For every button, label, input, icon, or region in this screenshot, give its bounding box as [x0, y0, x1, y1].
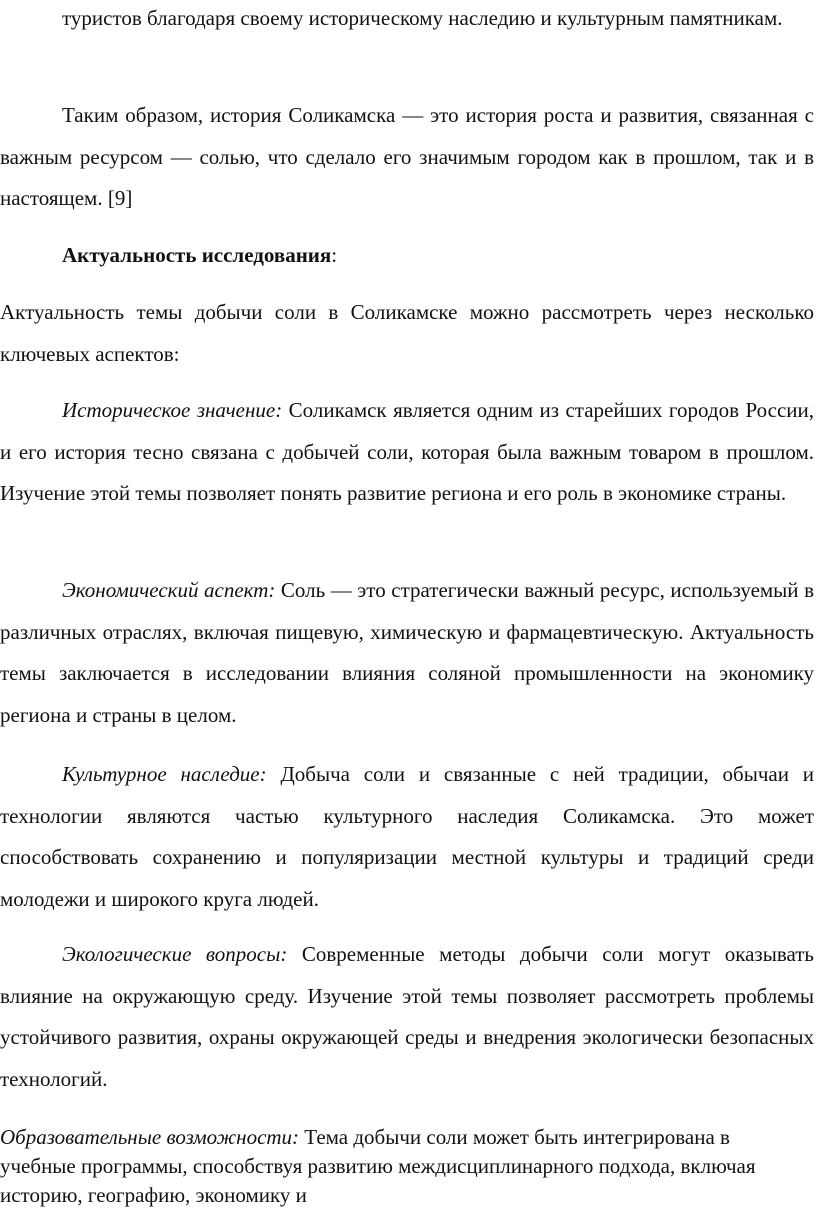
- aspect-ecological: [0, 934, 814, 1100]
- intro-paragraph: Актуальность темы добычи соли в Соликамске можно рассмотреть через несколько ключевых аспектов:: [0, 300, 814, 366]
- aspect-economic: [0, 570, 814, 736]
- aspect-label: Образовательные возможности:: [0, 1125, 300, 1149]
- aspect-label: Культурное наследие:: [62, 762, 267, 786]
- aspect-educational: [0, 1123, 790, 1210]
- heading-text: Актуальность исследования: [62, 243, 332, 267]
- aspect-historical: [0, 390, 814, 515]
- paragraph-continuation: туристов благодаря своему историческому наследию и культурным памятникам.: [62, 6, 783, 30]
- aspect-label: Экологические вопросы:: [62, 942, 288, 966]
- aspect-label: Экономический аспект:: [62, 578, 276, 602]
- aspect-text: Тема добычи соли может быть интегрирована в учебные программы, способствуя развитию междисциплинарного подхода, включая историю, географию, экономику и: [0, 1125, 756, 1207]
- aspect-text: Добыча соли и связанные с ней традиции, обычаи и технологии являются частью культурного наследия Соликамска. Это может способствовать сохранению и популяризации местной культуры и традиций среди молодежи и широкого круга людей.: [0, 762, 814, 911]
- paragraph-conclusion: Таким образом, история Соликамска — это история роста и развития, связанная с важным ресурсом — солью, что сделало его значимым городом как в прошлом, так и в настоящем. [9]: [0, 103, 814, 210]
- aspect-cultural: [0, 754, 814, 920]
- aspect-text: Соль — это стратегически важный ресурс, используемый в различных отраслях, включая пищевую, химическую и фармацевтическую. Актуальность темы заключается в исследовании влияния соляной промышленности на экономику региона и страны в целом.: [0, 578, 814, 727]
- section-heading: [0, 235, 814, 277]
- aspect-text: Соликамск является одним из старейших городов России, и его история тесно связана с добычей соли, которая была важным товаром в прошлом. Изучение этой темы позволяет понять развитие региона и его роль в экономике страны.: [0, 398, 814, 505]
- aspect-label: Историческое значение:: [62, 398, 283, 422]
- heading-colon: :: [331, 243, 338, 267]
- aspect-text: Современные методы добычи соли могут оказывать влияние на окружающую среду. Изучение этой темы позволяет рассмотреть проблемы устойчивого развития, охраны окружающей среды и внедрения экологически безопасных технологий.: [0, 942, 814, 1091]
